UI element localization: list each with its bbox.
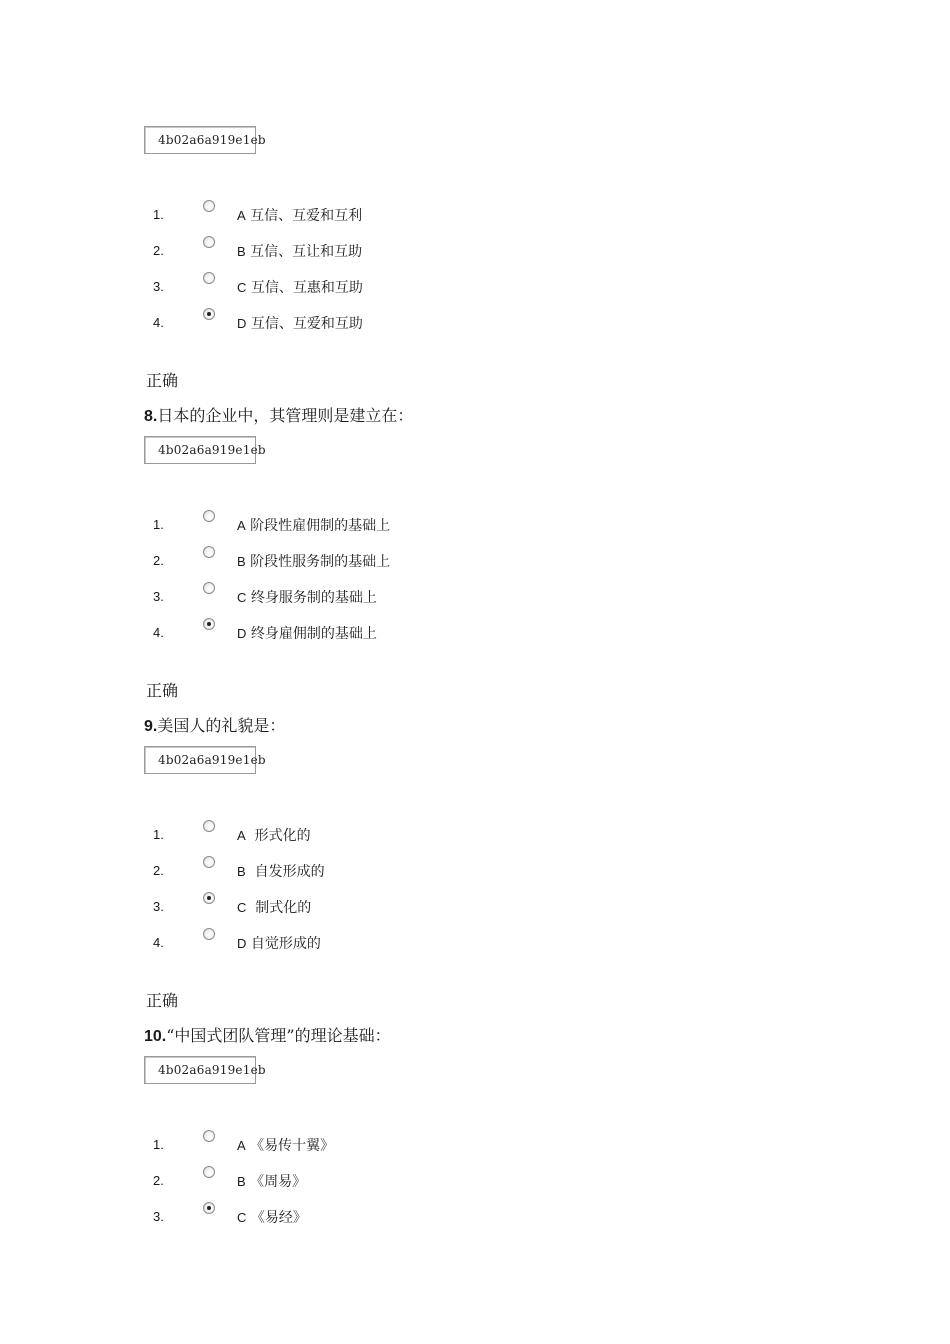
option-label [237,313,363,333]
option-row[interactable] [0,897,600,917]
option-row[interactable] [0,313,600,333]
radio-button-unchecked[interactable] [203,272,215,284]
option-label [237,897,311,917]
radio-button-unchecked[interactable] [203,546,215,558]
radio-button-unchecked[interactable] [203,582,215,594]
question-title [144,713,285,736]
option-number: 1. [153,827,164,842]
option-letter: A [237,1138,246,1153]
radio-button-unchecked[interactable] [203,856,215,868]
result-text: 正确 [146,681,179,700]
code-box[interactable]: 4b02a6a919e1eb [144,746,256,774]
option-number: 3. [153,899,164,914]
option-text: 自发形成的 [245,864,325,880]
option-number: 4. [153,935,164,950]
option-text: 终身服务制的基础上 [246,590,377,606]
radio-button-checked[interactable] [203,892,215,904]
option-number: 2. [153,1173,164,1188]
option-letter: B [237,1174,246,1189]
option-row[interactable] [0,933,600,953]
radio-button-unchecked[interactable] [203,820,215,832]
question-text: 美国人的礼貌是： [157,716,286,735]
option-label [237,205,362,225]
code-box[interactable]: 4b02a6a919e1eb [144,126,256,154]
option-row[interactable] [0,205,600,225]
radio-button-unchecked[interactable] [203,928,215,940]
option-label [237,1135,334,1155]
option-number: 1. [153,207,164,222]
question-text: 日本的企业中，其管理则是建立在： [157,406,414,425]
option-text: 《易传十翼》 [245,1138,335,1154]
option-text: 制式化的 [246,900,312,916]
question-text: “中国式团队管理”的理论基础： [166,1026,391,1045]
code-box[interactable]: 4b02a6a919e1eb [144,436,256,464]
option-text: 终身雇佣制的基础上 [246,626,377,642]
result-text: 正确 [146,371,179,390]
option-text: 阶段性雇佣制的基础上 [245,518,391,534]
option-row[interactable] [0,1207,600,1227]
radio-button-unchecked[interactable] [203,510,215,522]
option-number: 2. [153,553,164,568]
option-label [237,587,377,607]
option-letter: B [237,554,246,569]
option-letter: C [237,280,247,295]
option-number: 4. [153,625,164,640]
option-text: 互信、互惠和互助 [246,280,363,296]
option-letter: B [237,244,246,259]
code-box[interactable]: 4b02a6a919e1eb [144,1056,256,1084]
option-label [237,277,363,297]
option-number: 2. [153,243,164,258]
option-row[interactable] [0,551,600,571]
radio-button-unchecked[interactable] [203,1166,215,1178]
radio-button-checked[interactable] [203,618,215,630]
option-number: 2. [153,863,164,878]
option-label [237,1171,306,1191]
question-title [144,403,413,426]
option-number: 3. [153,1209,164,1224]
option-text: 互信、互爱和互助 [246,316,363,332]
option-letter: D [237,316,247,331]
option-label [237,551,390,571]
option-number: 4. [153,315,164,330]
result-text: 正确 [146,991,179,1010]
option-text: 自觉形成的 [246,936,321,952]
question-title [144,1023,391,1046]
option-label [237,515,390,535]
radio-button-unchecked[interactable] [203,200,215,212]
option-letter: A [237,518,246,533]
option-letter: C [237,590,247,605]
option-row[interactable] [0,1171,600,1191]
option-number: 3. [153,589,164,604]
radio-button-unchecked[interactable] [203,236,215,248]
option-row[interactable] [0,241,600,261]
option-label [237,861,325,881]
question-number: 9. [144,718,158,735]
option-row[interactable] [0,623,600,643]
option-label [237,825,311,845]
option-text: 互信、互让和互助 [245,244,363,260]
option-text: 《周易》 [245,1174,307,1190]
option-label [237,933,321,953]
option-number: 3. [153,279,164,294]
radio-button-unchecked[interactable] [203,1130,215,1142]
option-letter: D [237,936,247,951]
option-row[interactable] [0,1135,600,1155]
option-label [237,623,377,643]
option-text: 阶段性服务制的基础上 [245,554,391,570]
radio-button-checked[interactable] [203,1202,215,1214]
option-label [237,241,362,261]
option-label [237,1207,307,1227]
option-text: 《易经》 [246,1210,307,1226]
question-number: 8. [144,408,158,425]
option-letter: A [237,208,246,223]
option-text: 形式化的 [245,828,311,844]
option-letter: D [237,626,247,641]
option-letter: A [237,828,246,843]
option-row[interactable] [0,587,600,607]
option-row[interactable] [0,515,600,535]
option-number: 1. [153,517,164,532]
option-text: 互信、互爱和互利 [245,208,363,224]
radio-button-checked[interactable] [203,308,215,320]
option-number: 1. [153,1137,164,1152]
option-letter: C [237,900,247,915]
option-row[interactable] [0,277,600,297]
option-row[interactable] [0,861,600,881]
question-number: 10. [144,1028,167,1045]
option-letter: C [237,1210,247,1225]
option-letter: B [237,864,246,879]
option-row[interactable] [0,825,600,845]
